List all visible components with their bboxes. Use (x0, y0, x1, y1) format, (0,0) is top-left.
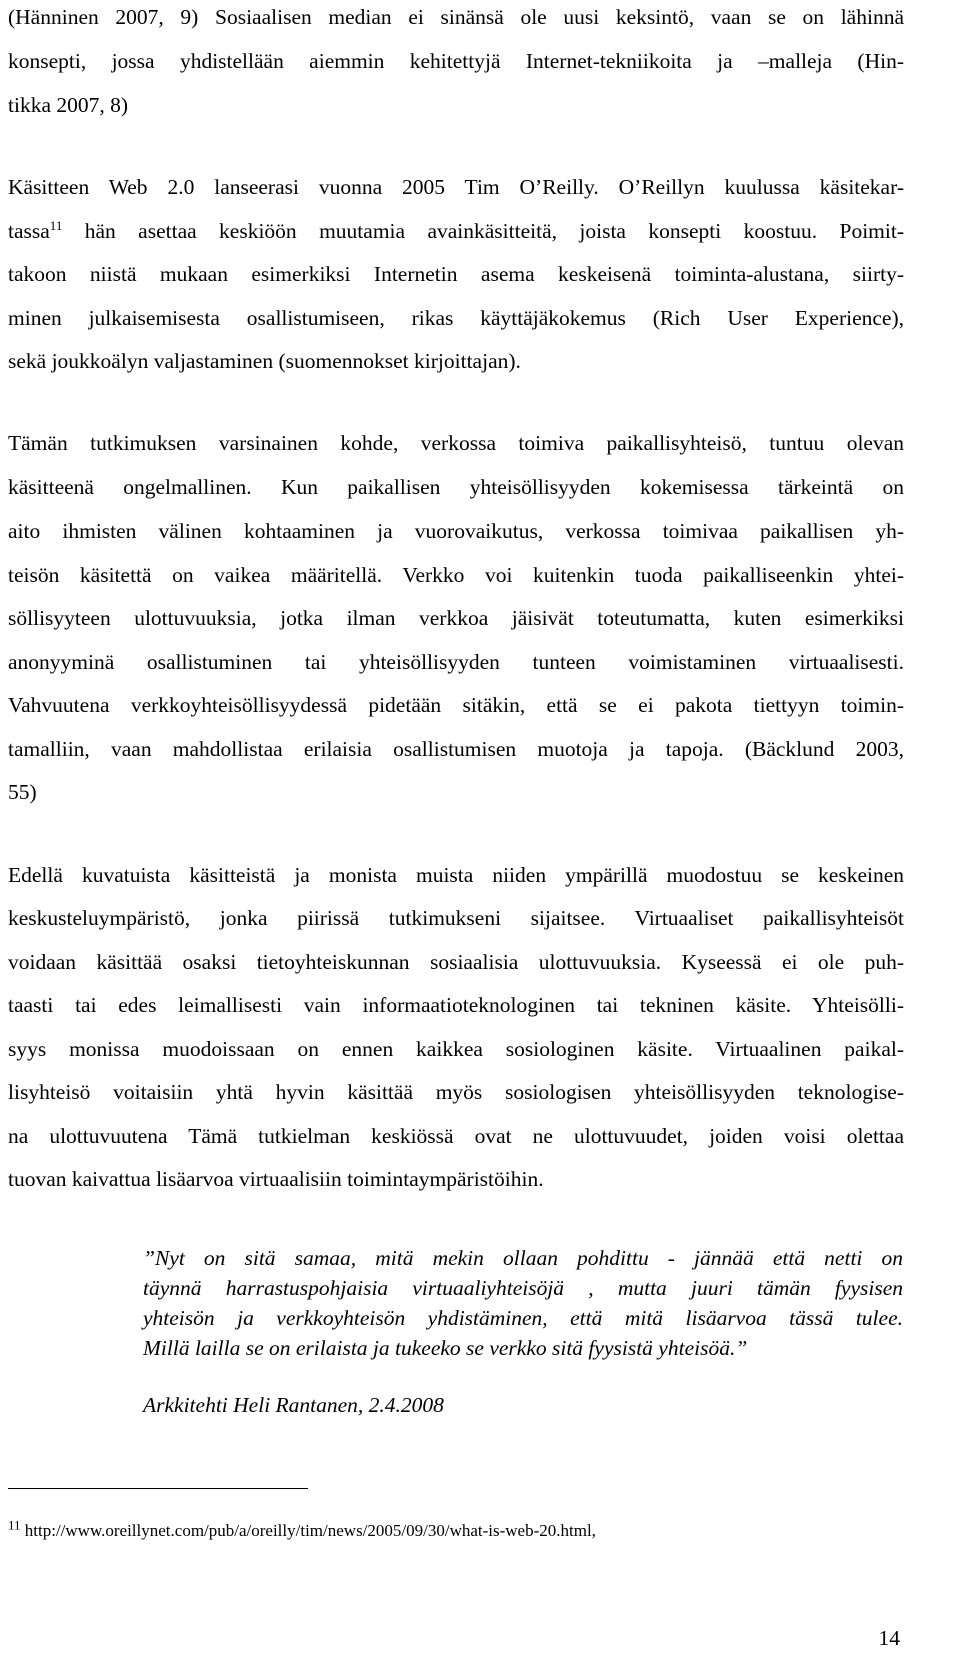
quote-line-1: ”Nyt on sitä samaa, mitä mekin ollaan pohdittu - jännää että netti on (143, 1246, 903, 1270)
quote-attribution: Arkkitehti Heli Rantanen, 2.4.2008 (143, 1393, 444, 1417)
paragraph-4-line-7: na ulottuvuutena Tämä tutkielman keskiössä ovat ne ulottuvuudet, joiden voisi olettaa (8, 1124, 904, 1148)
paragraph-2-line-2-prefix: tassa (8, 219, 50, 243)
footnote-link[interactable]: http://www.oreillynet.com/pub/a/oreilly/tim/news/2005/09/30/what-is-web-20.html, (24, 1521, 596, 1540)
paragraph-3-line-5: söllisyyteen ulottuvuuksia, jotka ilman verkkoa jäisivät toteutumatta, kuten esimerkiksi (8, 606, 904, 630)
paragraph-3-line-8: tamalliin, vaan mahdollistaa erilaisia osallistumisen muotoja ja tapoja. (Bäcklund 2003, (8, 737, 904, 761)
footnote (8, 1517, 596, 1542)
paragraph-2-line-3: takoon niistä mukaan esimerkiksi Internetin asema keskeisenä toiminta-alustana, siirty- (8, 262, 904, 286)
paragraph-1-line-1: (Hänninen 2007, 9) Sosiaalisen median ei sinänsä ole uusi keksintö, vaan se on lähinnä (8, 5, 904, 29)
paragraph-2-line-2 (8, 216, 904, 246)
footnote-marker: 11 (8, 1517, 21, 1533)
footnote-separator (8, 1488, 308, 1489)
quote-line-3: yhteisön ja verkkoyhteisön yhdistäminen, että mitä lisäarvoa tässä tulee. (143, 1306, 903, 1330)
paragraph-3-line-4: teisön käsitettä on vaikea määritellä. Verkko voi kuitenkin tuoda paikalliseenkin yhtei- (8, 563, 904, 587)
paragraph-3-line-3: aito ihmisten välinen kohtaaminen ja vuorovaikutus, verkossa toimivaa paikallisen yh- (8, 519, 904, 543)
paragraph-3-line-1: Tämän tutkimuksen varsinainen kohde, verkossa toimiva paikallisyhteisö, tuntuu olevan (8, 431, 904, 455)
paragraph-3-line-2: käsitteenä ongelmallinen. Kun paikallisen yhteisöllisyyden kokemisessa tärkeintä on (8, 475, 904, 499)
page-number: 14 (878, 1626, 900, 1650)
paragraph-3-line-6: anonyyminä osallistuminen tai yhteisöllisyyden tunteen voimistaminen virtuaalisesti. (8, 650, 904, 674)
quote-line-4: Millä lailla se on erilaista ja tukeeko se verkko sitä fyysistä yhteisöä.” (143, 1336, 748, 1360)
paragraph-1-line-2: konsepti, jossa yhdistellään aiemmin kehitettyjä Internet-tekniikoita ja –malleja (Hin- (8, 49, 904, 73)
paragraph-4-line-6: lisyhteisö voitaisiin yhtä hyvin käsittää myös sosiologisen yhteisöllisyyden teknologise- (8, 1080, 904, 1104)
paragraph-4-line-8: tuovan kaivattua lisäarvoa virtuaalisiin toimintaympäristöihin. (8, 1167, 544, 1191)
quote-line-2: täynnä harrastuspohjaisia virtuaaliyhteisöjä , mutta juuri tämän fyysisen (143, 1276, 903, 1300)
paragraph-2-line-5: sekä joukkoälyn valjastaminen (suomennokset kirjoittajan). (8, 349, 521, 373)
paragraph-2-line-4: minen julkaisemisesta osallistumiseen, rikas käyttäjäkokemus (Rich User Experience), (8, 306, 904, 330)
paragraph-4-line-3: voidaan käsittää osaksi tietoyhteiskunnan sosiaalisia ulottuvuuksia. Kyseessä ei ole puh- (8, 950, 904, 974)
paragraph-4-line-1: Edellä kuvatuista käsitteistä ja monista muista niiden ympärillä muodostuu se keskeinen (8, 863, 904, 887)
footnote-reference: 11 (49, 217, 63, 233)
paragraph-2-line-2-text: hän asettaa keskiöön muutamia avainkäsitteitä, joista konsepti koostuu. Poimit- (84, 219, 904, 243)
paragraph-3-line-7: Vahvuutena verkkoyhteisöllisyydessä pidetään sitäkin, että se ei pakota tiettyyn toimin- (8, 693, 904, 717)
paragraph-4-line-4: taasti tai edes leimallisesti vain informaatioteknologinen tai tekninen käsite. Yhteisölli- (8, 993, 904, 1017)
paragraph-2-line-1: Käsitteen Web 2.0 lanseerasi vuonna 2005 Tim O’Reilly. O’Reillyn kuulussa käsitekar- (8, 175, 904, 199)
paragraph-4-line-2: keskusteluympäristö, jonka piirissä tutkimukseni sijaitsee. Virtuaaliset paikallisyhteisöt (8, 906, 904, 930)
paragraph-1-line-3: tikka 2007, 8) (8, 93, 129, 117)
paragraph-4-line-5: syys monissa muodoissaan on ennen kaikkea sosiologinen käsite. Virtuaalinen paikal- (8, 1037, 904, 1061)
paragraph-3-line-9: 55) (8, 780, 37, 804)
